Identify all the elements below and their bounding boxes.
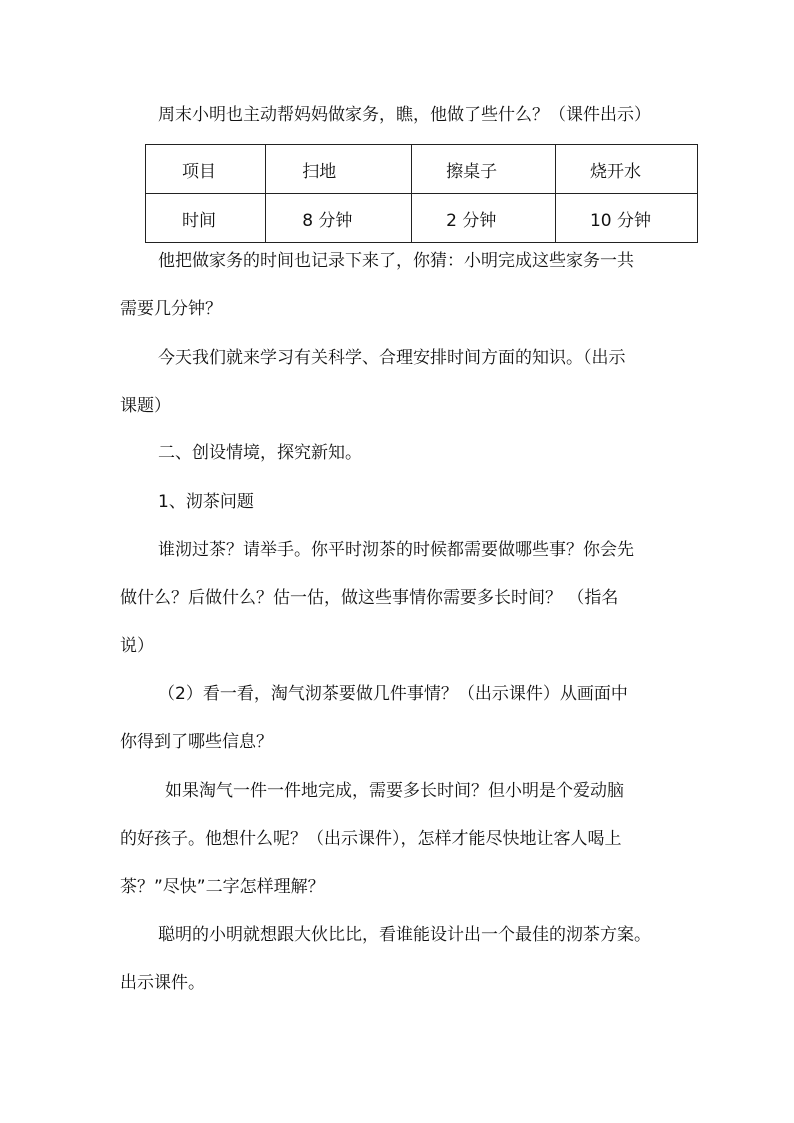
table-cell: 项目 <box>146 145 266 194</box>
table-cell: 烧开水 <box>555 145 697 194</box>
paragraph-line: 课题） <box>120 396 171 416</box>
table-cell: 2 分钟 <box>412 194 556 243</box>
table-cell: 时间 <box>146 194 266 243</box>
paragraph-line: 他把做家务的时间也记录下来了，你猜：小明完成这些家务一共 <box>158 251 634 271</box>
paragraph-line: 出示课件。 <box>120 973 205 993</box>
paragraph-line: 聪明的小明就想跟大伙比比，看谁能设计出一个最佳的沏茶方案。 <box>158 925 651 945</box>
paragraph-line: 需要几分钟？ <box>120 299 222 319</box>
paragraph-line: 茶？”尽快”二字怎样理解？ <box>120 877 325 897</box>
section-heading: 二、创设情境，探究新知。 <box>158 443 362 463</box>
table-cell: 10 分钟 <box>555 194 697 243</box>
paragraph-line: 你得到了哪些信息？ <box>120 732 273 752</box>
paragraph-line: 谁沏过茶？请举手。你平时沏茶的时候都需要做哪些事？你会先 <box>158 540 634 560</box>
table-cell: 扫地 <box>266 145 412 194</box>
chores-table <box>145 144 698 243</box>
paragraph-line: 如果淘气一件一件地完成，需要多长时间？但小明是个爱动脑 <box>165 781 624 801</box>
table-cell: 擦桌子 <box>412 145 556 194</box>
paragraph-line: 今天我们就来学习有关科学、合理安排时间方面的知识。（出示 <box>158 348 626 368</box>
table-header-row <box>146 145 698 194</box>
table-row <box>146 194 698 243</box>
subsection-heading: 1、沏茶问题 <box>158 492 254 512</box>
table-cell: 8 分钟 <box>266 194 412 243</box>
paragraph-line: 做什么？后做什么？估一估，做这些事情你需要多长时间？ （指名 <box>120 588 619 608</box>
intro-paragraph: 周末小明也主动帮妈妈做家务，瞧，他做了些什么？（课件出示） <box>158 105 651 125</box>
paragraph-line: （2）看一看，淘气沏茶要做几件事情？（出示课件）从画面中 <box>158 684 628 704</box>
paragraph-line: 的好孩子。他想什么呢？（出示课件），怎样才能尽快地让客人喝上 <box>120 829 622 849</box>
paragraph-line: 说） <box>120 636 154 656</box>
